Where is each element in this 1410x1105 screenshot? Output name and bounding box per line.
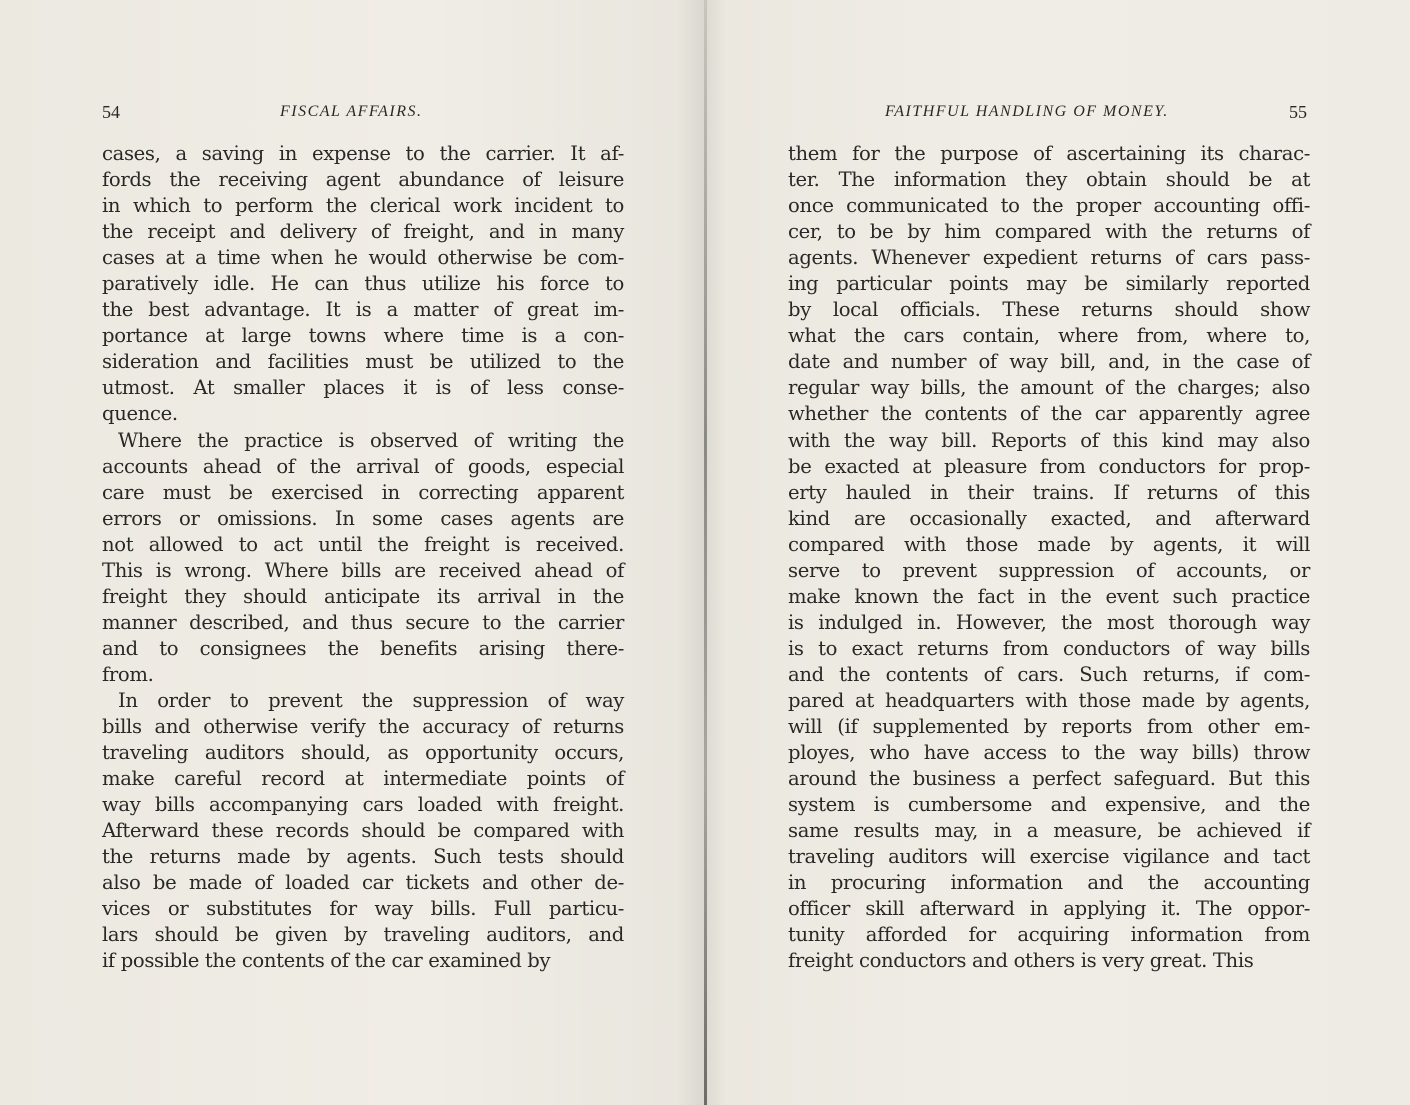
text-line: bills and otherwise verify the accuracy of returns — [102, 715, 624, 739]
text-line: whether the contents of the car apparently agree — [788, 402, 1310, 426]
text-line: ter. The information they obtain should be at — [788, 168, 1310, 192]
text-line: ployes, who have access to the way bills) throw — [788, 741, 1310, 765]
text-line: regular way bills, the amount of the charges; also — [788, 376, 1310, 400]
text-line: way bills accompanying cars loaded with freight. — [102, 793, 624, 817]
text-line: if possible the contents of the car examined by — [102, 949, 551, 973]
text-line: will (if supplemented by reports from other em- — [788, 715, 1310, 739]
text-line: and to consignees the benefits arising there- — [102, 636, 624, 660]
text-line: traveling auditors will exercise vigilance and tact — [788, 845, 1310, 869]
text-line: system is cumbersome and expensive, and the — [788, 793, 1310, 817]
text-line: the best advantage. It is a matter of great im- — [102, 298, 624, 322]
text-line: manner described, and thus secure to the carrier — [102, 610, 624, 634]
text-line: make known the fact in the event such practice — [788, 584, 1310, 608]
text-line: what the cars contain, where from, where to, — [788, 324, 1310, 348]
text-line: serve to prevent suppression of accounts, or — [788, 558, 1310, 582]
text-line: cases at a time when he would otherwise be com- — [102, 246, 624, 270]
right-page-header — [788, 100, 1310, 124]
text-line: care must be exercised in correcting apparent — [102, 480, 624, 504]
right-page-number: 55 — [1289, 102, 1307, 122]
text-line: is to exact returns from conductors of way bills — [788, 636, 1310, 660]
text-line: In order to prevent the suppression of way — [118, 688, 624, 712]
text-line: by local officials. These returns should show — [788, 298, 1310, 322]
text-line: agents. Whenever expedient returns of cars pass- — [788, 246, 1310, 270]
text-line: erty hauled in their trains. If returns of this — [788, 480, 1310, 504]
text-line: them for the purpose of ascertaining its charac- — [788, 142, 1310, 165]
left-running-head: FISCAL AFFAIRS. — [280, 103, 423, 120]
text-line: in which to perform the clerical work incident to — [102, 194, 624, 218]
text-line: cer, to be by him compared with the returns of — [788, 220, 1310, 244]
text-line: not allowed to act until the freight is received. — [102, 532, 624, 556]
text-line: pared at headquarters with those made by agents, — [788, 688, 1310, 712]
text-line: paratively idle. He can thus utilize his force to — [102, 272, 624, 296]
text-line: cases, a saving in expense to the carrier. It af- — [102, 142, 624, 165]
left-page-body — [102, 141, 624, 975]
right-page-body — [788, 141, 1310, 975]
left-page-header — [102, 100, 624, 124]
text-line: and the contents of cars. Such returns, if com- — [788, 662, 1310, 686]
text-line: make careful record at intermediate points of — [102, 767, 624, 791]
text-line: quence. — [102, 402, 178, 426]
text-line: same results may, in a measure, be achieved if — [788, 819, 1310, 843]
text-line: ing particular points may be similarly reported — [788, 272, 1310, 296]
text-line: compared with those made by agents, it will — [788, 532, 1310, 556]
text-line: in procuring information and the accounting — [788, 871, 1310, 895]
text-line: once communicated to the proper accounting offi- — [788, 194, 1310, 218]
right-page — [705, 0, 1410, 1105]
text-line: tunity afforded for acquiring information from — [788, 923, 1310, 947]
text-line: be exacted at pleasure from conductors for prop- — [788, 454, 1310, 478]
text-line: officer skill afterward in applying it. The oppor- — [788, 897, 1310, 921]
book-gutter — [704, 0, 707, 1105]
text-line: portance at large towns where time is a con- — [102, 324, 624, 348]
text-line: utmost. At smaller places it is of less conse- — [102, 376, 624, 400]
text-line: date and number of way bill, and, in the case of — [788, 350, 1310, 374]
text-line: fords the receiving agent abundance of leisure — [102, 168, 624, 192]
text-line: is indulged in. However, the most thorough way — [788, 610, 1310, 634]
text-line: around the business a perfect safeguard. But this — [788, 767, 1310, 791]
text-line: the receipt and delivery of freight, and in many — [102, 220, 624, 244]
left-page-number: 54 — [102, 102, 120, 122]
text-line: errors or omissions. In some cases agents are — [102, 506, 624, 530]
text-line: also be made of loaded car tickets and other de- — [102, 871, 624, 895]
text-line: traveling auditors should, as opportunity occurs, — [102, 741, 624, 765]
text-line: freight conductors and others is very great. This — [788, 949, 1254, 973]
text-line: freight they should anticipate its arrival in the — [102, 584, 624, 608]
text-line: Afterward these records should be compared with — [102, 819, 624, 843]
text-line: This is wrong. Where bills are received ahead of — [102, 558, 624, 582]
text-line: Where the practice is observed of writing the — [118, 428, 624, 452]
text-line: the returns made by agents. Such tests should — [102, 845, 624, 869]
text-line: kind are occasionally exacted, and afterward — [788, 506, 1310, 530]
text-line: lars should be given by traveling auditors, and — [102, 923, 624, 947]
right-running-head: FAITHFUL HANDLING OF MONEY. — [885, 103, 1169, 120]
text-line: sideration and facilities must be utilized to the — [102, 350, 624, 374]
text-line: from. — [102, 662, 154, 686]
text-line: accounts ahead of the arrival of goods, especial — [102, 454, 624, 478]
text-line: with the way bill. Reports of this kind may also — [788, 428, 1310, 452]
text-line: vices or substitutes for way bills. Full particu- — [102, 897, 624, 921]
